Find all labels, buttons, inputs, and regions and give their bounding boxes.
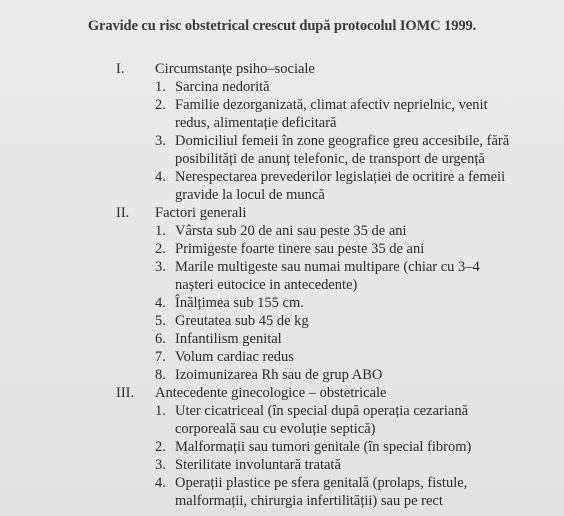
item-text: malformații, chirurgia infertilității) sau pe rect — [175, 492, 443, 509]
item-number: 1. — [155, 403, 166, 419]
item-number: 2. — [155, 439, 166, 455]
item-number: 1. — [155, 223, 166, 239]
item-text: Marile multigeste sau numai multipare (chiar cu 3–4 — [175, 259, 480, 275]
item-text: Greutatea sub 45 de kg — [175, 313, 309, 329]
item-number: 3. — [155, 457, 166, 473]
section-heading: Circumstanțe psiho–sociale — [155, 61, 315, 77]
section-number: II. — [116, 205, 130, 221]
item-text: Familie dezorganizată, climat afectiv neprielnic, venit — [175, 97, 488, 113]
item-number: 8. — [155, 367, 166, 383]
item-text: nașteri eutocice in antecedente) — [175, 276, 358, 293]
item-text: Uter cicatriceal (în special după operația cezariană — [175, 403, 469, 419]
section-number: I. — [116, 61, 125, 77]
item-text: Izoimunizarea Rh sau de grup ABO — [175, 367, 383, 383]
item-number: 1. — [155, 79, 166, 95]
item-text: Nerespectarea prevederilor legislației de ocritire a femeii — [175, 169, 506, 185]
item-number: 3. — [155, 259, 166, 275]
item-number: 4. — [155, 475, 166, 491]
item-number: 3. — [155, 133, 166, 149]
item-number: 4. — [155, 169, 166, 185]
item-text: Înălțimea sub 155 cm. — [175, 295, 304, 311]
item-text: posibilități de anunț telefonic, de transport de urgență — [175, 150, 485, 167]
item-text: Infantilism genital — [175, 331, 282, 347]
section-heading: Factori generali — [155, 205, 247, 221]
item-text: Vârsta sub 20 de ani sau peste 35 de ani — [175, 223, 407, 239]
item-text: Domiciliul femeii în zone geografice greu accesibile, fără — [175, 133, 510, 149]
section-number: III. — [116, 385, 135, 401]
item-number: 4. — [155, 295, 166, 311]
item-number: 2. — [155, 241, 166, 257]
item-number: 6. — [155, 331, 166, 347]
item-text: Volum cardiac redus — [175, 349, 294, 365]
item-number: 2. — [155, 97, 166, 113]
item-text: corporeală sau cu evoluție septică) — [175, 420, 376, 437]
item-text: Sterilitate involuntară tratată — [175, 457, 341, 473]
item-text: Primigeste foarte tinere sau peste 35 de ani — [175, 241, 425, 257]
item-number: 5. — [155, 313, 166, 329]
item-text: Operații plastice pe sfera genitală (prolaps, fistule, — [175, 475, 468, 491]
item-text: Malformații sau tumori genitale (în special fibrom) — [175, 439, 472, 455]
item-text: redus, alimentație deficitară — [175, 114, 337, 131]
item-text: Sarcina nedorită — [175, 79, 270, 95]
item-number: 7. — [155, 349, 166, 365]
document-title: Gravide cu risc obstetrical crescut după protocolul IOMC 1999. — [87, 18, 477, 34]
section-heading: Antecedente ginecologice – obstetricale — [155, 385, 387, 401]
item-text: gravide la locul de muncă — [175, 186, 325, 203]
